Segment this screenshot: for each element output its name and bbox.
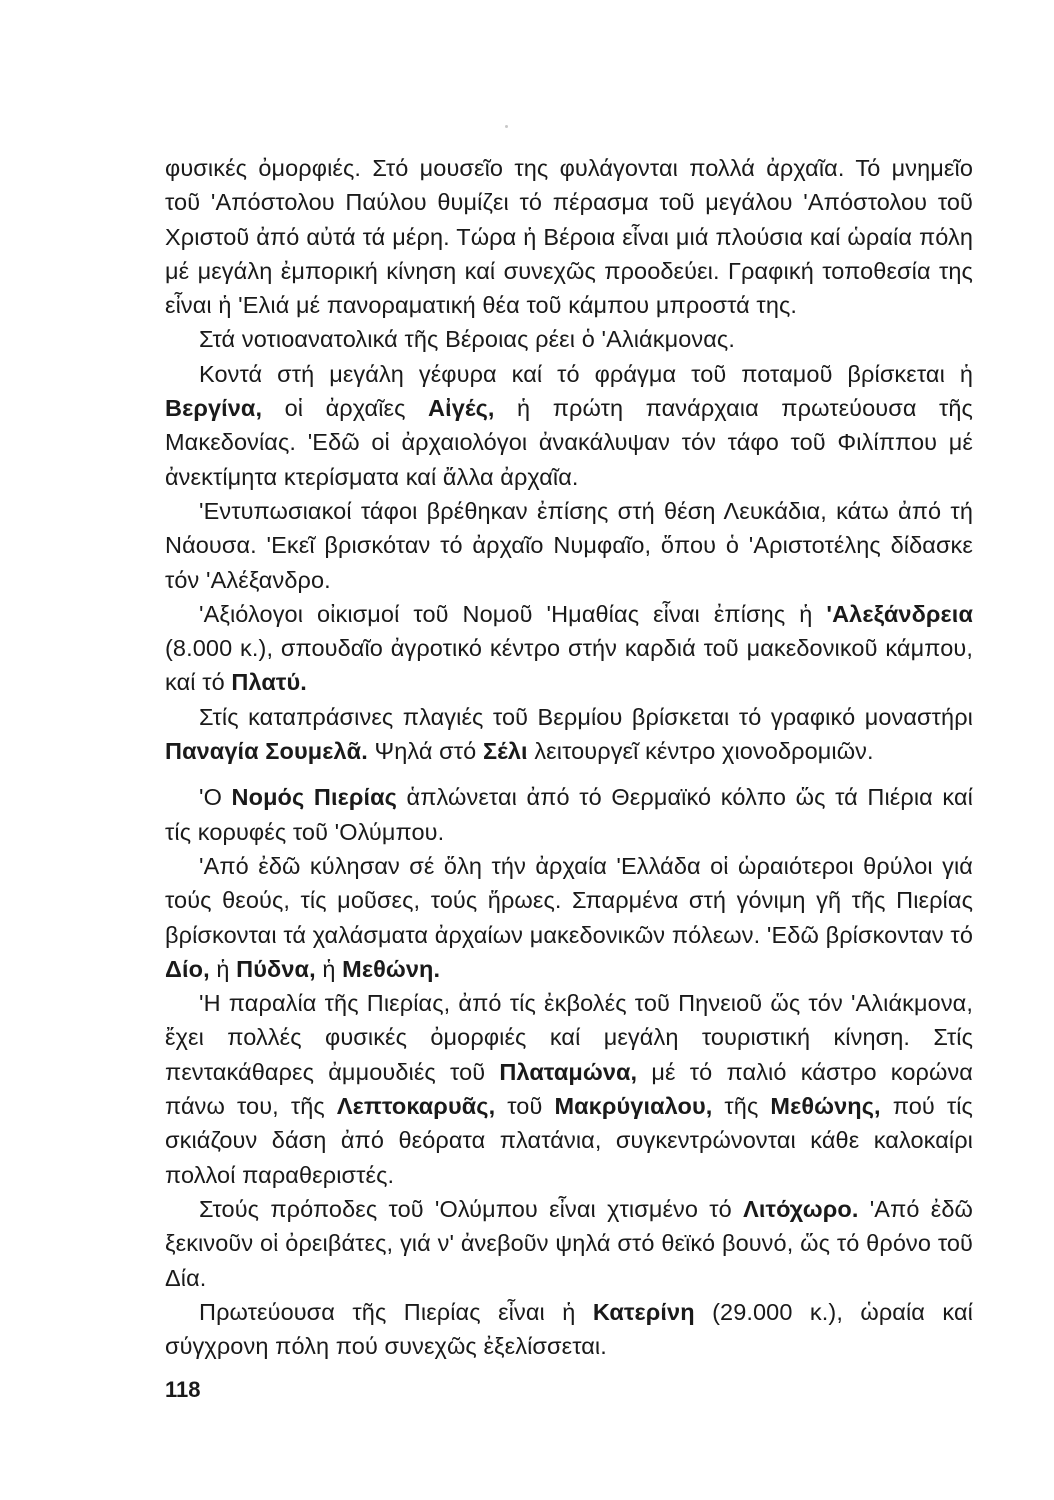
text-run: 'Αξιόλογοι οἰκισμοί τοῦ Νομοῦ 'Ημαθίας εἶναι ἐπίσης ἡ	[199, 600, 827, 627]
text-run: Στά νοτιοανατολικά τῆς Βέροιας ρέει ὁ 'Αλιάκμονας.	[199, 326, 735, 353]
paragraph	[165, 151, 973, 322]
text-run: (8.000 κ.), σπουδαῖο ἀγροτικό κέντρο στήν καρδιά τοῦ μακεδονικοῦ κάμπου, καί τό	[165, 635, 973, 696]
paragraph	[165, 322, 973, 356]
text-run: ἁπλώνεται ἀπό τό Θερμαϊκό κόλπο ὥς τά Πιέρια καί τίς κορυφές τοῦ 'Ολύμπου.	[165, 784, 973, 845]
text-run: ἡ	[315, 955, 343, 982]
text-run: 'Εντυπωσιακοί τάφοι βρέθηκαν ἐπίσης στή θέση Λευκάδια, κάτω ἀπό τή Νάουσα. 'Εκεῖ βρισκόταν τό ἀρχαῖο Νυμφαῖο, ὅπου ὁ 'Αριστοτέλης δίδασκε τόν 'Αλέξανδρο.	[165, 497, 973, 593]
bold-place-name: Μεθώνη.	[342, 955, 441, 982]
bold-place-name: Πλατύ.	[231, 669, 307, 696]
text-run: λειτουργεῖ κέντρο χιονοδρομιῶν.	[527, 738, 874, 765]
text-run: Ψηλά στό	[367, 738, 483, 765]
text-run: 'Η παραλία τῆς Πιερίας, ἀπό τίς ἐκβολές τοῦ Πηνειοῦ ὥς τόν 'Αλιάκμονα, ἔχει πολλές φυσικές ὀμορφιές καί μεγάλη τουριστική κίνηση. Στίς πεντακάθαρες ἀμμουδιές τοῦ	[165, 990, 973, 1085]
bold-place-name: Πύδνα,	[236, 955, 316, 982]
text-run: Κοντά στή μεγάλη γέφυρα καί τό φράγμα τοῦ ποταμοῦ βρίσκεται ἡ	[199, 360, 973, 387]
text-run: τοῦ	[495, 1093, 555, 1120]
text-run: 'Από ἐδῶ ξεκινοῦν οἱ ὀρειβάτες, γιά ν' ἀνεβοῦν ψηλά στό θεϊκό βουνό, ὥς τό θρόνο τοῦ Δία.	[165, 1195, 973, 1291]
text-run: ἡ πρώτη πανάρχαια πρωτεύουσα τῆς Μακεδονίας. 'Εδῶ οἱ ἀρχαιολόγοι ἀνακάλυψαν τόν τάφο τοῦ Φιλίππου μέ ἀνεκτίμητα κτερίσματα καί ἄλλα ἀρχαῖα.	[165, 395, 973, 490]
paragraph	[165, 849, 973, 986]
text-run: Στίς καταπράσινες πλαγιές τοῦ Βερμίου βρίσκεται τό γραφικό μοναστήρι	[199, 703, 973, 730]
bold-place-name: Παναγία Σουμελᾶ.	[165, 738, 368, 765]
bold-place-name: Λιτόχωρο.	[743, 1195, 859, 1222]
paragraph	[165, 597, 973, 700]
paper-speck	[505, 125, 508, 128]
bold-place-name: Κατερίνη	[592, 1298, 695, 1325]
paragraph	[165, 494, 973, 597]
text-run: μέ τό παλιό κάστρο κορώνα πάνω του, τῆς	[165, 1058, 973, 1120]
text-run: (29.000 κ.), ὡραία καί σύγχρονη πόλη πού συνεχῶς ἐξελίσσεται.	[165, 1298, 973, 1360]
text-run: Στούς πρόποδες τοῦ 'Ολύμπου εἶναι χτισμένο τό	[199, 1195, 744, 1222]
paragraph	[165, 1295, 973, 1364]
bold-place-name: Μεθώνης,	[770, 1093, 881, 1120]
paragraph	[165, 357, 973, 494]
paragraph	[165, 1192, 973, 1295]
text-run: πού τίς σκιάζουν δάση ἀπό θεόρατα πλατάνια, συγκεντρώνονται κάθε καλοκαίρι πολλοί παραθεριστές.	[165, 1093, 973, 1188]
bold-place-name: Σέλι	[482, 738, 528, 765]
paragraph	[165, 780, 973, 849]
paragraph	[165, 700, 973, 769]
bold-place-name: 'Αλεξάνδρεια	[826, 600, 973, 627]
bold-place-name: Δίο,	[165, 955, 210, 982]
text-run: ἡ	[209, 955, 237, 982]
text-run: τῆς	[712, 1093, 771, 1120]
text-run: Πρωτεύουσα τῆς Πιερίας εἶναι ἡ	[199, 1298, 593, 1325]
body-text	[165, 151, 973, 1363]
text-run: φυσικές ὀμορφιές. Στό μουσεῖο της φυλάγονται πολλά ἀρχαῖα. Τό μνημεῖο τοῦ 'Απόστολου Παύλου θυμίζει τό πέρασμα τοῦ μεγάλου 'Απόστολου τοῦ Χριστοῦ ἀπό αὐτά τά μέρη. Τώρα ἡ Βέροια εἶναι μιά πλούσια καί ὡραία πόλη μέ μεγάλη ἐμπορική κίνηση καί συνεχῶς προοδεύει. Γραφική τοποθεσία της εἶναι ἡ 'Ελιά μέ πανοραματική θέα τοῦ κάμπου μπροστά της.	[165, 155, 973, 319]
bold-place-name: Αἰγές,	[428, 395, 495, 422]
page-number: 118	[165, 1377, 201, 1402]
paragraph	[165, 986, 973, 1192]
text-run: 'Από ἐδῶ κύλησαν σέ ὅλη τήν ἀρχαία 'Ελλάδα οἱ ὡραιότεροι θρύλοι γιά τούς θεούς, τίς μοῦσες, τούς ἥρωες. Σπαρμένα στή γόνιμη γῆ τῆς Πιερίας βρίσκονται τά χαλάσματα ἀρχαίων μακεδονικῶν πόλεων. 'Εδῶ βρίσκονταν τό	[165, 852, 973, 948]
bold-place-name: Βεργίνα,	[165, 395, 263, 422]
text-run: 'Ο	[199, 784, 232, 811]
bold-place-name: Νομός Πιερίας	[231, 784, 397, 811]
bold-place-name: Πλαταμώνα,	[499, 1058, 638, 1085]
text-run: οἱ ἀρχαῖες	[262, 395, 429, 422]
bold-place-name: Μακρύγιαλου,	[554, 1093, 713, 1120]
bold-place-name: Λεπτοκαρυᾶς,	[336, 1093, 496, 1120]
